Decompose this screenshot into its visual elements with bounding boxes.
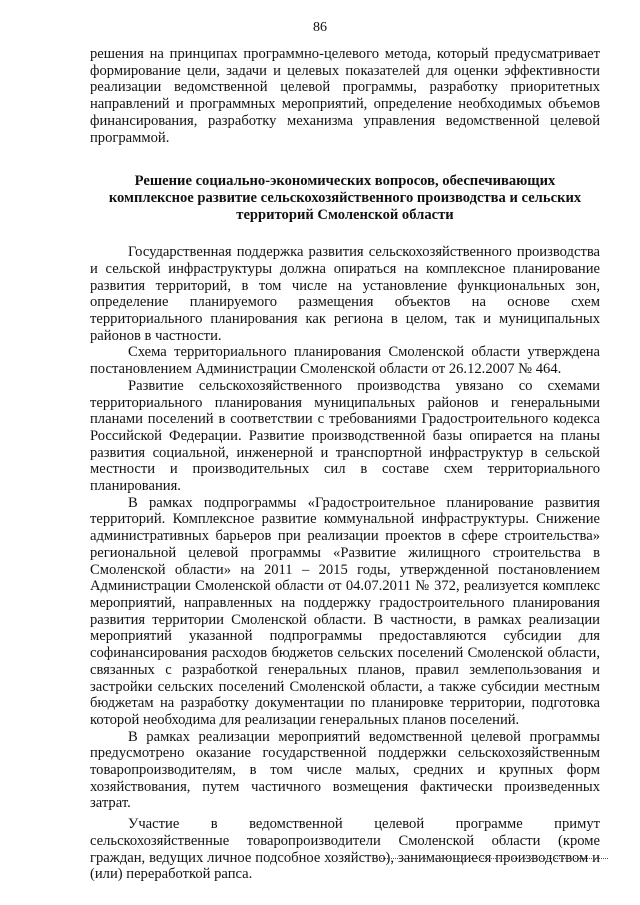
paragraph-participants: Участие в ведомственной целевой программе примут сельскохозяйственные товаропроизводители Смоленской области (кроме граждан, ведущих личное подсобное хозяйство), занимающиеся производством и (или) переработкой рапса. bbox=[90, 816, 600, 883]
page-number: 86 bbox=[313, 20, 327, 35]
footer-rule bbox=[372, 858, 608, 859]
paragraph-territorial-scheme: Схема территориального планирования Смоленской области утверждена постановлением Администрации Смоленской области от 26.12.2007 № 464. bbox=[90, 344, 600, 378]
paragraph-state-support: Государственная поддержка развития сельскохозяйственного производства и сельской инфраструктуры должна опираться на комплексное планирование развития территорий, в том числе на установление функциональных зон, определение планируемого размещения объектов на основе схем территориального планирования как региона в целом, так и муниципальных районов в частности. bbox=[90, 244, 600, 344]
intro-paragraph: решения на принципах программно-целевого метода, который предусматривает формирование цели, задачи и целевых показателей для оценки эффективности реализации ведомственной целевой программы, разработку приоритетных направлений и программных мероприятий, определение необходимых объемов финансирования, разработку механизма управления ведомственной целевой программой. bbox=[90, 46, 600, 146]
paragraph-subprogram: В рамках подпрограммы «Градостроительное планирование развития территорий. Комплексное развитие коммунальной инфраструктуры. Снижение административных барьеров при реализации проектов в сфере строительства» региональной целевой программы «Развитие жилищного строительства в Смоленской области» на 2011 – 2015 годы, утвержденной постановлением Администрации Смоленской области от 04.07.2011 № 372, реализуется комплекс мероприятий, направленных на поддержку градостроительного планирования развития территории Смоленской области. В частности, в рамках реализации мероприятий указанной подпрограммы предоставляются субсидии для софинансирования расходов бюджетов сельских поселений Смоленской области, связанных с разработкой генеральных планов, правил землепользования и застройки сельских поселений Смоленской области, а также субсидии местным бюджетам на разработку документации по планировке территории, подготовка которой необходима для реализации генеральных планов поселений. bbox=[90, 494, 600, 728]
document-body bbox=[90, 46, 600, 883]
section-heading: Решение социально-экономических вопросов, обеспечивающих комплексное развитие сельскохозяйственного производства и сельских территорий Смоленской области bbox=[108, 173, 582, 224]
paragraph-agricultural-development: Развитие сельскохозяйственного производства увязано со схемами территориального планирования муниципальных районов и генеральными планами поселений в соответствии с требованиями Градостроительного кодекса Российской Федерации. Развитие производственной базы опирается на планы развития социальной, инженерной и транспортной инфраструктур в сельской местности и производительных сил в составе схем территориального планирования. bbox=[90, 377, 600, 495]
paragraph-state-support-measures: В рамках реализации мероприятий ведомственной целевой программы предусмотрено оказание государственной поддержки сельскохозяйственным товаропроизводителям, в том числе малых, средних и крупных форм хозяйствования, путем частичного возмещения фактически произведенных затрат. bbox=[90, 728, 600, 812]
